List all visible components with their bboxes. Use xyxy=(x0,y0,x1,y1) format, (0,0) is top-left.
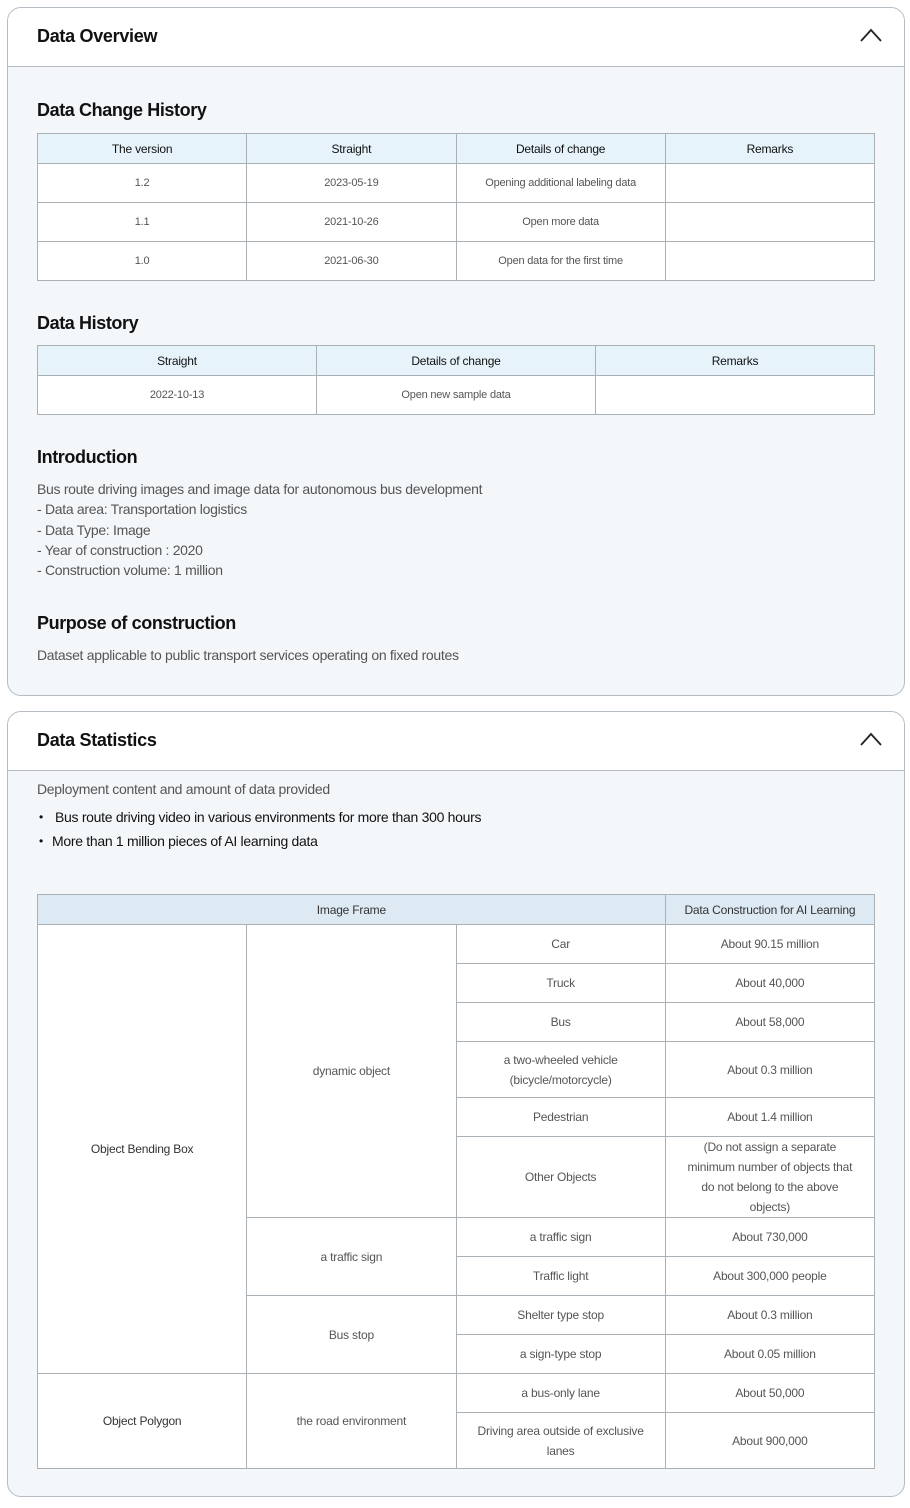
introduction-line: - Data area: Transportation logistics xyxy=(37,501,247,518)
table-row xyxy=(38,203,875,242)
column-header: Straight xyxy=(38,346,317,376)
remarks-cell xyxy=(596,376,875,415)
item-name-cell: a bus-only lane xyxy=(456,1374,665,1413)
introduction-title: Introduction xyxy=(37,447,138,467)
table-row xyxy=(38,242,875,281)
date-cell: 2021-06-30 xyxy=(247,242,456,281)
table-header-row xyxy=(38,895,875,925)
item-name-cell: Pedestrian xyxy=(456,1098,665,1137)
column-header: Remarks xyxy=(665,134,874,164)
introduction-line: - Construction volume: 1 million xyxy=(37,562,223,579)
item-amount-cell: About 90.15 million xyxy=(665,925,874,964)
item-name-cell: Other Objects xyxy=(456,1137,665,1218)
data-history-table xyxy=(37,345,875,415)
item-name-cell: a traffic sign xyxy=(456,1218,665,1257)
purpose-text: Dataset applicable to public transport services operating on fixed routes xyxy=(37,647,459,663)
column-header: Details of change xyxy=(317,346,596,376)
item-name-cell: Shelter type stop xyxy=(456,1296,665,1335)
table-row xyxy=(38,925,875,964)
item-amount-cell: About 0.05 million xyxy=(665,1335,874,1374)
table-row xyxy=(38,376,875,415)
introduction-line: Bus route driving images and image data for autonomous bus development xyxy=(37,481,483,497)
bullet-item xyxy=(37,805,481,829)
data-overview-panel xyxy=(7,7,905,696)
item-amount-cell: About 0.3 million xyxy=(665,1042,874,1098)
table-row xyxy=(38,1374,875,1413)
item-name-cell: Bus xyxy=(456,1003,665,1042)
item-name-cell: Driving area outside of exclusive lanes xyxy=(456,1413,665,1469)
date-cell: 2021-10-26 xyxy=(247,203,456,242)
subgroup-cell: the road environment xyxy=(247,1374,456,1469)
introduction-line: - Year of construction : 2020 xyxy=(37,541,203,558)
table-header-row xyxy=(38,346,875,376)
statistics-table xyxy=(37,894,875,1469)
details-cell: Open new sample data xyxy=(317,376,596,415)
data-overview-header[interactable] xyxy=(8,8,904,67)
bullet-item xyxy=(37,829,481,853)
date-cell: 2022-10-13 xyxy=(38,376,317,415)
item-amount-cell: About 300,000 people xyxy=(665,1257,874,1296)
item-amount-cell: About 730,000 xyxy=(665,1218,874,1257)
purpose-title: Purpose of construction xyxy=(37,613,236,633)
details-cell: Open data for the first time xyxy=(456,242,665,281)
date-cell: 2023-05-19 xyxy=(247,164,456,203)
column-header: The version xyxy=(38,134,247,164)
item-name-cell: a two-wheeled vehicle (bicycle/motorcycle) xyxy=(456,1042,665,1098)
item-amount-cell: About 58,000 xyxy=(665,1003,874,1042)
subgroup-cell: dynamic object xyxy=(247,925,456,1218)
table-header-row xyxy=(38,134,875,164)
column-header: Remarks xyxy=(596,346,875,376)
item-name-cell: a sign-type stop xyxy=(456,1335,665,1374)
remarks-cell xyxy=(665,164,874,203)
data-statistics-title: Data Statistics xyxy=(37,730,157,750)
introduction-line: - Data Type: Image xyxy=(37,521,151,538)
subgroup-cell: Bus stop xyxy=(247,1296,456,1374)
item-amount-cell: About 50,000 xyxy=(665,1374,874,1413)
chevron-up-icon[interactable] xyxy=(860,28,882,42)
data-statistics-header[interactable] xyxy=(8,712,904,771)
version-cell: 1.0 xyxy=(38,242,247,281)
change-history-table xyxy=(37,133,875,281)
image-frame-header: Image Frame xyxy=(38,895,666,925)
bullet-text: Bus route driving video in various environments for more than 300 hours xyxy=(55,809,482,825)
subgroup-cell: a traffic sign xyxy=(247,1218,456,1296)
data-overview-title: Data Overview xyxy=(37,26,158,46)
bullet-text: More than 1 million pieces of AI learning data xyxy=(52,833,318,849)
amount-header: Data Construction for AI Learning xyxy=(665,895,874,925)
item-name-cell: Truck xyxy=(456,964,665,1003)
column-header: Details of change xyxy=(456,134,665,164)
version-cell: 1.2 xyxy=(38,164,247,203)
data-history-title: Data History xyxy=(37,313,139,333)
details-cell: Open more data xyxy=(456,203,665,242)
statistics-bullets xyxy=(37,805,481,853)
group-cell: Object Polygon xyxy=(38,1374,247,1469)
item-amount-cell: About 0.3 million xyxy=(665,1296,874,1335)
item-amount-cell: About 1.4 million xyxy=(665,1098,874,1137)
item-name-cell: Traffic light xyxy=(456,1257,665,1296)
item-amount-cell: (Do not assign a separate minimum number of objects that do not belong to the above objects) xyxy=(665,1137,874,1218)
item-amount-cell: About 40,000 xyxy=(665,964,874,1003)
details-cell: Opening additional labeling data xyxy=(456,164,665,203)
item-amount-cell: About 900,000 xyxy=(665,1413,874,1469)
remarks-cell xyxy=(665,242,874,281)
column-header: Straight xyxy=(247,134,456,164)
item-name-cell: Car xyxy=(456,925,665,964)
introduction-text xyxy=(37,479,482,580)
statistics-intro: Deployment content and amount of data provided xyxy=(37,781,330,797)
chevron-up-icon[interactable] xyxy=(860,732,882,746)
remarks-cell xyxy=(665,203,874,242)
data-statistics-panel xyxy=(7,711,905,1497)
table-row xyxy=(38,164,875,203)
change-history-title: Data Change History xyxy=(37,100,207,120)
group-cell: Object Bending Box xyxy=(38,925,247,1374)
version-cell: 1.1 xyxy=(38,203,247,242)
